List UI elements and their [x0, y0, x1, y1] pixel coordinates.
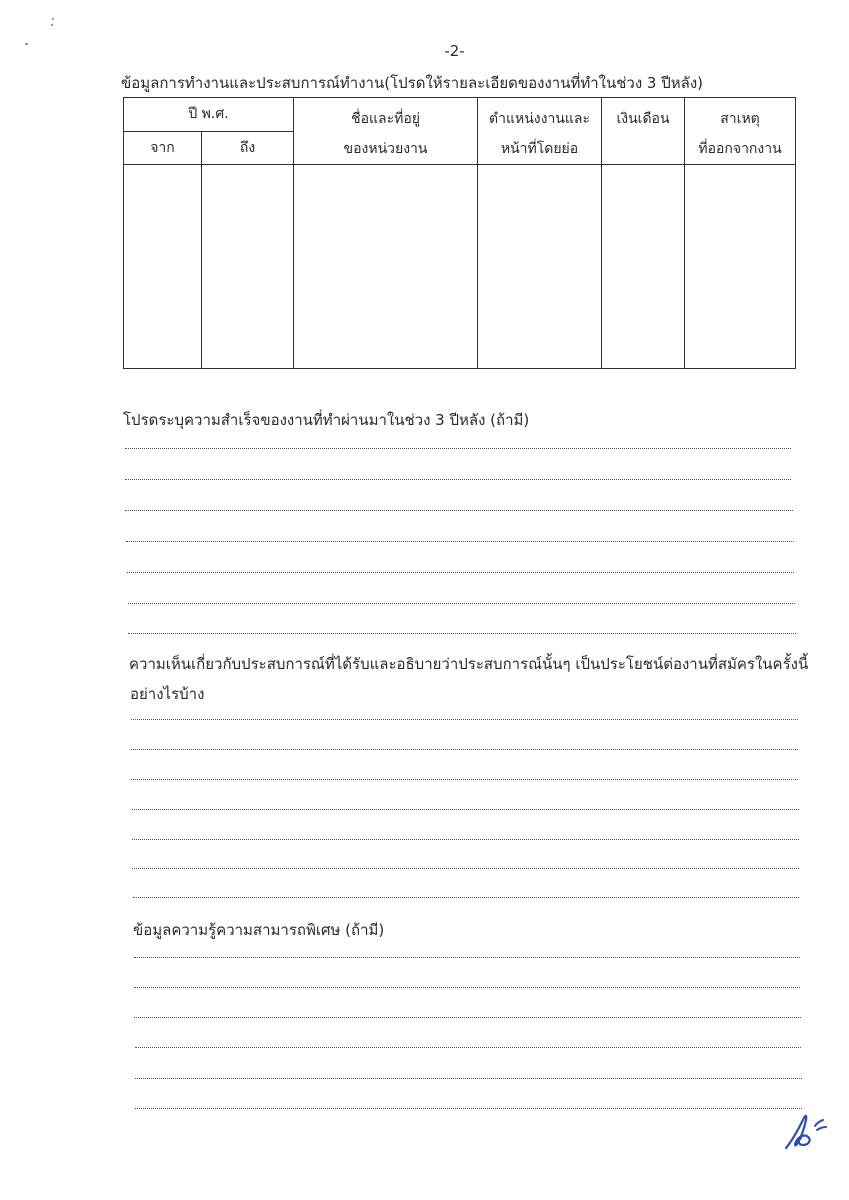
opinion-answer-line[interactable] [131, 779, 798, 780]
work-experience-heading: ข้อมูลการทำงานและประสบการณ์ทำงาน(โปรดให้รายละเอียดของงานที่ทำในช่วง 3 ปีหลัง) [121, 74, 704, 92]
achievements-answer-line[interactable] [128, 603, 795, 604]
achievements-heading: โปรดระบุความสำเร็จของงานที่ทำผ่านมาในช่วง 3 ปีหลัง (ถ้ามี) [123, 411, 530, 429]
leaving-reason-header-line2: ที่ออกจากงาน [698, 141, 782, 157]
skills-answer-line[interactable] [135, 1078, 802, 1079]
organization-header-line1: ชื่อและที่อยู่ [351, 111, 420, 127]
achievements-answer-line[interactable] [125, 479, 791, 480]
page-number: -2- [444, 42, 465, 60]
salary-header [602, 98, 685, 165]
position-header-line1: ตำแหน่งงานและ [489, 111, 591, 127]
skills-answer-line[interactable] [135, 1047, 801, 1048]
salary-cell[interactable] [602, 165, 685, 369]
year-to-header: ถึง [202, 131, 294, 165]
opinion-answer-line[interactable] [133, 897, 799, 898]
achievements-answer-line[interactable] [127, 572, 794, 573]
experience-opinion-heading-line1: ความเห็นเกี่ยวกับประสบการณ์ที่ได้รับและอธิบายว่าประสบการณ์นั้นๆ เป็นประโยชน์ต่องานที่สมัครในครั้งนี้ [129, 655, 809, 673]
opinion-answer-line[interactable] [132, 868, 799, 869]
handwritten-initial-signature [782, 1108, 832, 1152]
year-header: ปี พ.ศ. [124, 98, 294, 132]
experience-opinion-heading-line2: อย่างไรบ้าง [130, 685, 205, 703]
organization-header-line2: ของหน่วยงาน [343, 141, 428, 157]
organization-header [294, 98, 478, 165]
scan-mark [52, 18, 54, 20]
position-header [478, 98, 602, 165]
achievements-answer-line[interactable] [125, 448, 791, 449]
achievements-answer-line[interactable] [125, 510, 793, 511]
position-cell[interactable] [478, 165, 602, 369]
organization-cell[interactable] [294, 165, 478, 369]
skills-answer-line[interactable] [134, 1017, 801, 1018]
opinion-answer-line[interactable] [132, 809, 799, 810]
year-to-cell[interactable] [202, 165, 294, 369]
opinion-answer-line[interactable] [132, 839, 799, 840]
opinion-answer-line[interactable] [131, 719, 798, 720]
year-from-cell[interactable] [124, 165, 202, 369]
leaving-reason-header [685, 98, 796, 165]
opinion-answer-line[interactable] [131, 749, 798, 750]
skills-answer-line[interactable] [135, 1108, 802, 1109]
special-skills-heading: ข้อมูลความรู้ความสามารถพิเศษ (ถ้ามี) [133, 921, 385, 939]
achievements-answer-line[interactable] [126, 541, 794, 542]
leaving-reason-header-line1: สาเหตุ [720, 111, 760, 127]
scan-mark [51, 24, 53, 26]
salary-header-label: เงินเดือน [616, 111, 670, 127]
leaving-reason-cell[interactable] [685, 165, 796, 369]
skills-answer-line[interactable] [134, 957, 800, 958]
position-header-line2: หน้าที่โดยย่อ [500, 141, 579, 157]
year-from-header: จาก [124, 131, 202, 165]
work-experience-table [123, 97, 796, 369]
skills-answer-line[interactable] [134, 987, 800, 988]
achievements-answer-line[interactable] [128, 633, 796, 634]
